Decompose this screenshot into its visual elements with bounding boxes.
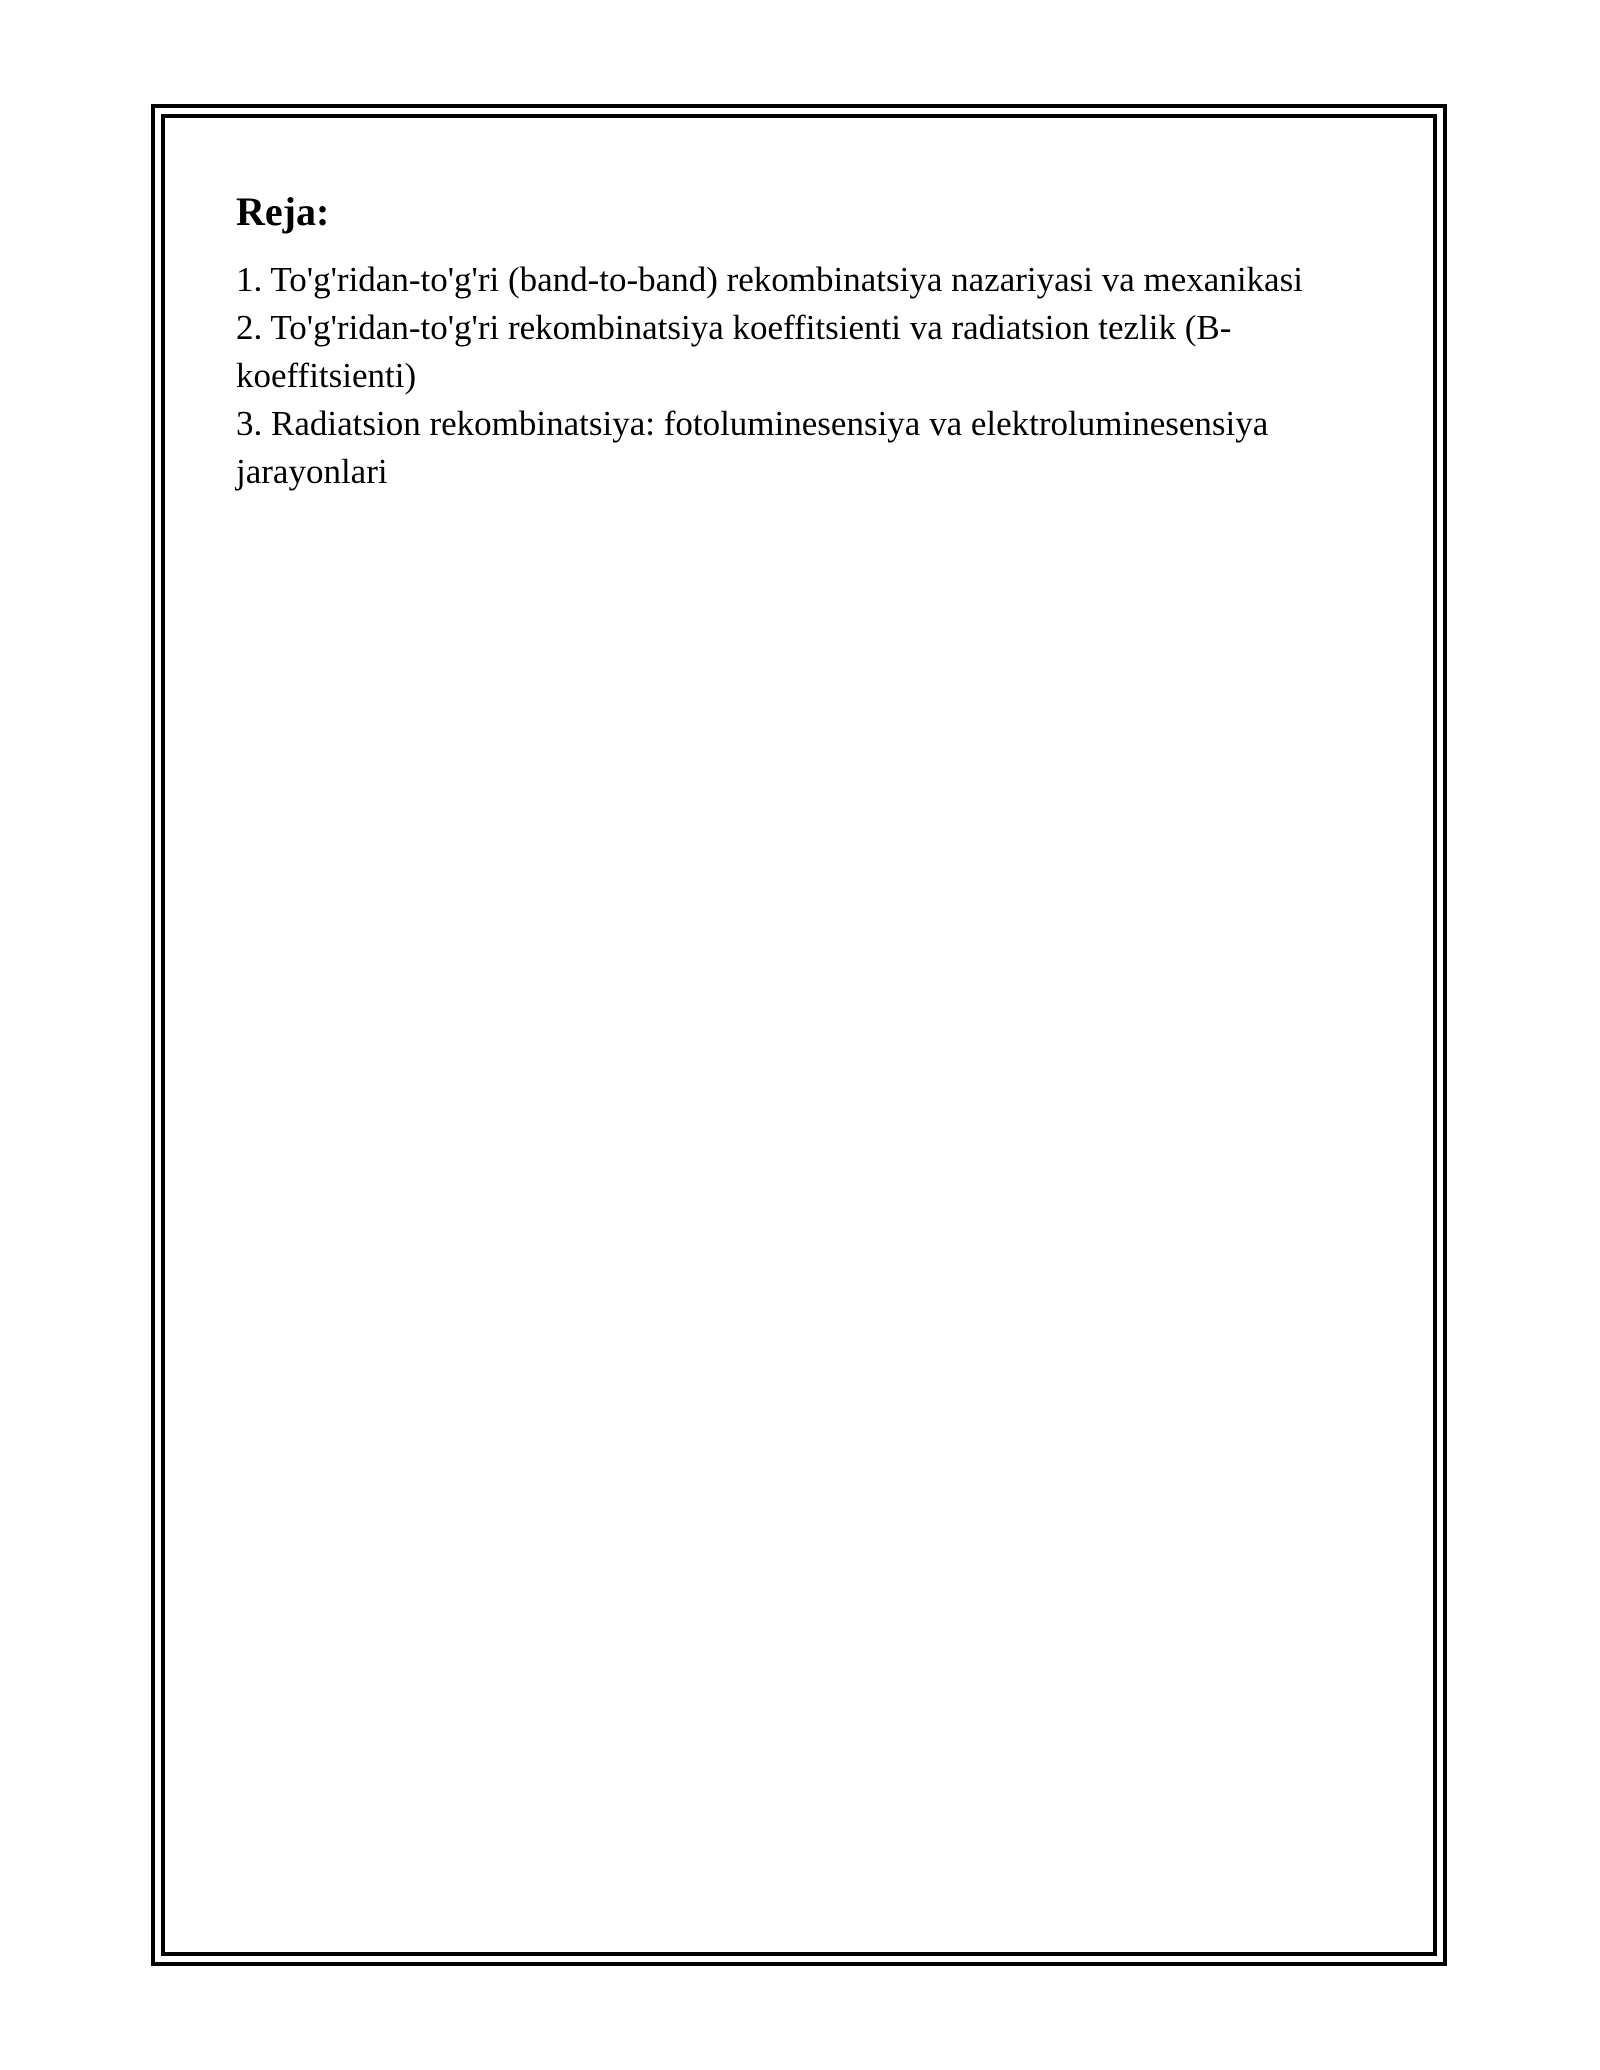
plan-item-3: 3. Radiatsion rekombinatsiya: fotoluminesensiya va elektroluminesensiya jarayonlari (236, 404, 1269, 491)
page-content (236, 186, 1376, 496)
plan-list (236, 256, 1376, 496)
plan-heading: Reja: (236, 189, 330, 234)
plan-item-2: 2. To'g'ridan-to'g'ri rekombinatsiya koeffitsienti va radiatsion tezlik (B-koeffitsienti) (236, 308, 1232, 395)
plan-item-1: 1. To'g'ridan-to'g'ri (band-to-band) rekombinatsiya nazariyasi va mexanikasi (236, 260, 1303, 299)
